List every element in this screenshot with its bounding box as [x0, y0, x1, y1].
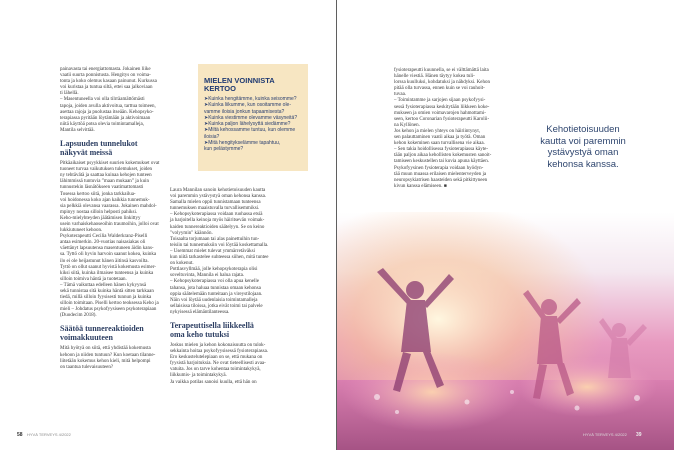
body-text-line: – Tämä vaikuttaa edelleen hänen kykyynsä — [60, 282, 147, 288]
body-text-line: tuvaa. — [394, 92, 407, 98]
body-text-line: Samalla mielen oppii tunnistamaan tunteensa — [170, 200, 261, 206]
body-text-line: sekkainta hoitaa psykofyysisessä fysioterapiassa. — [170, 349, 269, 355]
body-text-line: Tosessa kertoo siitä, jonka tarkkailua- — [60, 191, 136, 197]
body-text-line: teisiin tai tunnemuksiin voi löytää koskettamalla. — [170, 242, 269, 248]
body-text-line: liitetään kokemus kehon kieli, mitä helpompi — [60, 358, 151, 364]
body-text-line: Psykofyysinen fysioterapia voidaan hyödyn- — [394, 165, 484, 171]
body-text-line: sen palauttaminen vaatii aikaa ja työtä. Oman — [394, 135, 486, 141]
body-text-line: tamiseen keskustellen tai kuvia apuna käyttäen. — [394, 159, 489, 165]
body-text-line: lukkiutuneet kehoon. — [60, 228, 103, 234]
body-text-line: ilo ei ole heijastunut hänen äitinsä kasvoilta. — [60, 258, 149, 264]
body-text-line: vaatii suurta ponnistusta. Hengitys on voima- — [60, 73, 151, 79]
body-text-line: Pitkäaikaiset psyykkiset suurien kokemukset ovat — [60, 161, 160, 167]
body-text-line: tuoneet turvaa vaikutuksen tulemukset, joiden — [60, 167, 153, 173]
body-text-line: seen, kertoo Coronarian fysioterapeutti Karolii- — [394, 116, 490, 122]
body-text-line: fysioterapeutti kuunnella, se ei välttämättä laita — [394, 68, 489, 73]
article-subhead: Säätöä tunnereaktioiden voimakkuuteen — [60, 324, 144, 343]
magazine-footer-right: HYVÄ TERVEYS 4/2022 — [583, 432, 627, 437]
body-text-line: Ja vaikka potilas sanoisi kuulla, että hän on — [170, 379, 257, 385]
photo-jumping-into-water — [337, 212, 674, 450]
body-text-line: voi hoidonessa koko ajan kaikkia tunnemuk- — [60, 197, 150, 203]
body-text-line: lorssa kuulluksi, kohdatuksi ja nähdyksi. Kehon — [394, 80, 490, 86]
body-text-line: silloin toimiva häntä ja tuotetaan. — [60, 276, 127, 282]
body-text-line: Joskus mielen ja kehon kokonaisuutta on tulok- — [170, 342, 266, 348]
body-text-line: asettaa rajoja ja puolustaa itseään. Kehopsyko- — [60, 109, 154, 115]
body-text-line: voi paremmin ystävystyä oman kehonsa kanssa. — [170, 194, 267, 200]
body-text-line: voi kuristaa ja tuntua siltä, ettei saa jalkoviaan — [60, 85, 153, 91]
body-text-line: neuropsykiatrisen haasteiden sekä pitkittyneen — [394, 177, 488, 183]
body-text-line: Laura Mannilan sanoin kehotietoisuuden kautta — [170, 188, 266, 193]
body-text-line: tonta ja koko olemus kasaan painunut. Kurkussa — [60, 79, 157, 85]
body-text-line: sekä tunnistaa sitä kuinka häntä sitten tarkkaan — [60, 289, 154, 294]
body-text-line: hänelle viestiä. Hänen täytyy kokea tuli- — [394, 74, 475, 80]
body-text-line: vatuita. Jos on tarve kohentaa toimintakykyä, — [170, 367, 261, 373]
body-text-line: sessä fysioterapiassa keskitytään liikkeen koke- — [394, 104, 490, 110]
body-text-line: – Kehopsykoterapiassa voidaan ruohassa etsiä — [170, 212, 263, 218]
body-text-line: soveltuvinta, Mannila ei halua rajata. — [170, 273, 245, 279]
info-box-item: ➤Kuinka hengitämme, kuinka seisomme? — [204, 96, 297, 102]
article-column-1 — [60, 67, 160, 370]
body-text-line: ti lähellä. — [60, 91, 79, 97]
body-text-line: sellaisissa tiloissa, jotka eivät toimi tai palvele — [170, 303, 263, 309]
pull-quote-line: Kehotietoisuuden — [546, 124, 620, 135]
body-text-line: fyysistä harjoituksia. Ne ovat tieteellisesti avaa- — [170, 361, 266, 367]
body-text-line: oppia säätelemään tunteitaan ja vireystilojaan. — [170, 291, 263, 297]
body-text-line: tään paljon aikaa kehollisten kokemusten sanoit- — [394, 153, 492, 159]
pull-quote — [519, 124, 647, 170]
body-text-line: on kokenut. — [170, 261, 194, 267]
body-text-line: sia pelkkiä olevansa vaarassa. Jokainen mahdol- — [60, 203, 157, 209]
body-text-line: tunnemuksen maaistuvalla turvallisemmiksi. — [170, 206, 260, 212]
article-column-3 — [394, 68, 490, 218]
body-text-line: kun niitä tarkastelee suhteessa siihen, mitä tuntee — [170, 255, 269, 261]
body-text-line: nykyisessä elämäntilanteessa. — [170, 309, 230, 315]
body-text-line: Mitä hyötyä on siitä, että yhdistää kokemusta — [60, 346, 151, 352]
body-text-line: lähimmissä tuntuvia ”maan mukaan” ja kuin — [60, 179, 150, 185]
body-text-line: Mantila selvittää. — [60, 127, 95, 133]
body-text-line: silloin toimitaan. Piselli kertoo teoksessa Keho ja — [60, 301, 159, 307]
body-text-line: terapiassa pyritään löytämään ja aktivoimaan — [60, 115, 151, 121]
body-text-line: tiedä, millä silloin fyysisesti tunnun ja kuinka — [60, 295, 152, 301]
body-text-line: antaa esimerkin. 20-vuotias naisasiakas oli — [60, 240, 146, 246]
info-box-title: MIELEN VOINNISTA KERTOO — [204, 76, 275, 94]
pull-quote-line: kehonsa kanssa. — [547, 158, 619, 170]
body-text-line: mukseen ja omien voimavarojen hahmottami- — [394, 110, 486, 116]
body-text-line: na Kyllönen. — [394, 122, 420, 128]
info-box-list — [204, 96, 306, 153]
body-text-line: tunnustekin läsnätökseen vaatimattomasti — [60, 185, 144, 191]
body-text-line: kivun kanssa elämiseen. ■ — [394, 183, 447, 189]
article-subhead: Terapeuttisella liikkeellä oma keho tutuksi — [170, 320, 254, 339]
body-text-line: pitää olla turvassa, ennen kuin se voi rauhoit- — [394, 86, 485, 92]
info-box-item: vamme iloisia jonkun tapaamisesta? — [204, 108, 285, 115]
article-subhead: Lapsuuden tunnelukot näkyvät meissä — [60, 139, 138, 158]
body-text-line: Pottlasvyllmää, jolle kehopsykoterapia olisi — [170, 267, 258, 273]
body-text-line: Keho-mielyhteyden jäätämisen linkittyy — [60, 215, 141, 221]
body-text-line: kehon kokeminen saan turvallisena vie aikaa. — [394, 141, 485, 147]
body-text-line: kaiden tunnereaktioiden säätelyyn. Se on keino — [170, 224, 265, 230]
info-box-item: ➤Kuinka paljon lähelysyttä siedämme? — [204, 121, 291, 128]
info-box-item: kun pelästymme? — [204, 146, 244, 153]
body-text-line: – Toimintamme ja sarjojen sijaan psykofyysi- — [394, 98, 486, 104]
body-text-line: "volyymin" käännön. — [170, 230, 213, 236]
body-text-line: kiksi siitä, kuinka ilmaisee tunteensa ja kuinka — [60, 270, 154, 276]
body-text-line: tää muun muassa erilaisen mielenterveyden ja — [394, 171, 487, 177]
body-text-line: kehoon ja niiden tuntuun? Kun koetaan tilanne- — [60, 352, 156, 358]
body-text-line: liikkumis- ja toimintakykyä. — [170, 373, 227, 379]
body-text-line: ny tehtävätä ja saattaa kuinaa kehojen tunteen — [60, 173, 152, 179]
body-text-line: väettänyt lapsuutensa masentuneen äidin kans- — [60, 246, 154, 252]
info-box-item: ➤Miltä kehossamme tuntuu, kun olemme — [204, 127, 296, 134]
info-box-item: ➤Kuinka viestimme olevamme väsyneitä? — [204, 114, 298, 121]
body-text-line: (Duodecim 2018). — [60, 313, 97, 319]
body-text-line: Tyttö on ollut saanut hyvistä kokemusta esimer- — [60, 264, 156, 270]
info-box-item: ➤Kuinka liikumme, kun osoitamme ole- — [204, 102, 291, 109]
body-text-line: tapoja, joiden avulla aktivoitua, tarttua toimeen, — [60, 103, 156, 109]
info-box-item: ➤Mitä hengitykselämme tapahtuu, — [204, 140, 281, 147]
page-number: 58 — [17, 432, 23, 438]
page-number-right: 39 — [636, 432, 642, 438]
body-text-line: ja harjoitella keinoja myös häiritsevän voimak- — [170, 218, 265, 224]
pull-quote-line: ystävystyä oman — [547, 147, 619, 158]
body-text-line: on taantua tulevaisuuteen? — [60, 364, 114, 370]
pull-quote-line: kautta voi paremmin — [540, 135, 626, 147]
body-text-line: painavasta tai energiattomasta. Jokainen liike — [60, 67, 151, 72]
body-text-line: Jos kehon ja mielen yhteys on häiriintynyt, — [394, 128, 480, 134]
body-text-line: sa. Tyttö oli hyvin harvoin saanut kokea, kuinka — [60, 252, 157, 258]
body-text-line: – Sen takia hoidollisessa fysioterapiassa käyte- — [394, 147, 489, 153]
body-text-line: Toisaalta torjumaan tai alas painettuihin tun- — [170, 236, 260, 242]
info-box — [198, 64, 308, 171]
body-text-line: Näin voi löytää uudenlaisia toimintamalleja — [170, 297, 258, 303]
body-text-line: usein varhaiskehaoseoihin traumoihin, jolloi ovat — [60, 221, 159, 227]
magazine-footer: HYVÄ TERVEYS 4/2022 — [27, 432, 71, 437]
body-text-line: – Kehopsykoterapiassa voi olla apua kenelle — [170, 279, 259, 285]
body-text-line: – Masentuneella voi olla tilrräamättömästi — [60, 97, 145, 103]
body-text-line: Ero keskustelutelepiaan on se, että mukana on — [170, 355, 263, 361]
body-text-line: – Usemmat mielet tulevat ymmärretäväksi — [170, 248, 255, 254]
body-text-line: mpinyy nostaa silloin helposti pahiksi. — [60, 209, 138, 215]
left-page — [0, 0, 336, 450]
body-text-line: Psykoterapeutti Cecilia Walderkranz-Piselli — [60, 234, 148, 240]
body-text-line: mieli – Johdatus psykofyysiseen psykoterapiaan — [60, 307, 157, 313]
article-column-2 — [170, 188, 269, 398]
body-text-line: niitä käyttöä potsa olevia toimintamalleja, — [60, 121, 145, 127]
info-box-item: iloisia? — [204, 133, 220, 140]
body-text-line: tahansa, jota haluaa tunnistaa omaan kehonsa — [170, 285, 261, 291]
